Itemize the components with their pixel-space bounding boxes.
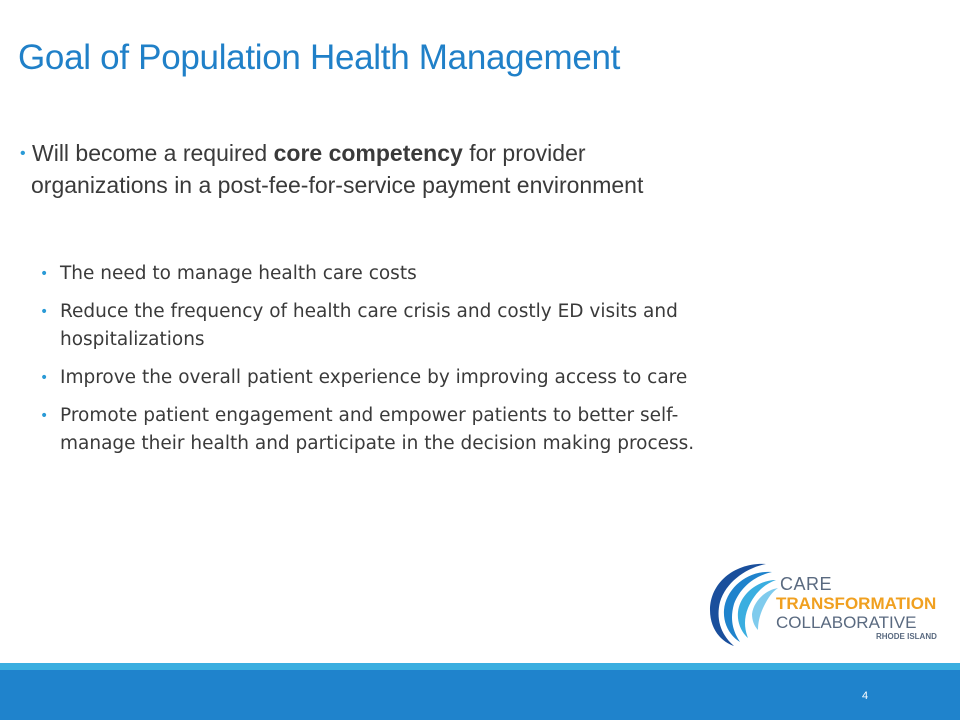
main-bullet-suffix: for provider <box>462 140 586 166</box>
footer-bar <box>0 670 960 720</box>
list-item <box>40 402 920 458</box>
list-item-text: Reduce the frequency of health care crisis and costly ED visits and <box>60 301 678 322</box>
logo-transformation: TRANSFORMATION <box>776 594 937 613</box>
page-number: 4 <box>862 690 869 702</box>
list-item <box>40 364 920 392</box>
sub-bullet-list <box>40 260 920 468</box>
bullet-icon: • <box>40 370 49 386</box>
care-transformation-logo <box>706 558 946 648</box>
footer-accent-bar <box>0 663 960 670</box>
main-bullet-line-2: organizations in a post-fee-for-service payment environment <box>31 172 644 198</box>
list-item-text: The need to manage health care costs <box>60 263 417 284</box>
list-item <box>40 260 920 288</box>
main-bullet-bold: core competency <box>273 140 463 166</box>
bullet-icon: • <box>40 408 49 424</box>
list-item-text: Promote patient engagement and empower patients to better self- <box>60 405 679 426</box>
list-item-text: manage their health and participate in the decision making process. <box>60 433 695 454</box>
list-item-text: Improve the overall patient experience by improving access to care <box>60 367 688 388</box>
bullet-icon: • <box>20 145 26 162</box>
slide-title: Goal of Population Health Management <box>18 38 621 77</box>
main-bullet-prefix: Will become a required <box>32 140 274 166</box>
list-item-text: hospitalizations <box>60 329 205 350</box>
logo-collaborative: COLLABORATIVE <box>776 613 917 632</box>
swirl-icon <box>706 558 786 648</box>
logo-care: CARE <box>780 574 833 594</box>
main-bullet-line-1 <box>32 138 586 169</box>
list-item <box>40 298 920 354</box>
bullet-icon: • <box>40 304 49 320</box>
logo-rhode-island: RHODE ISLAND <box>876 632 937 641</box>
bullet-icon: • <box>40 266 49 282</box>
